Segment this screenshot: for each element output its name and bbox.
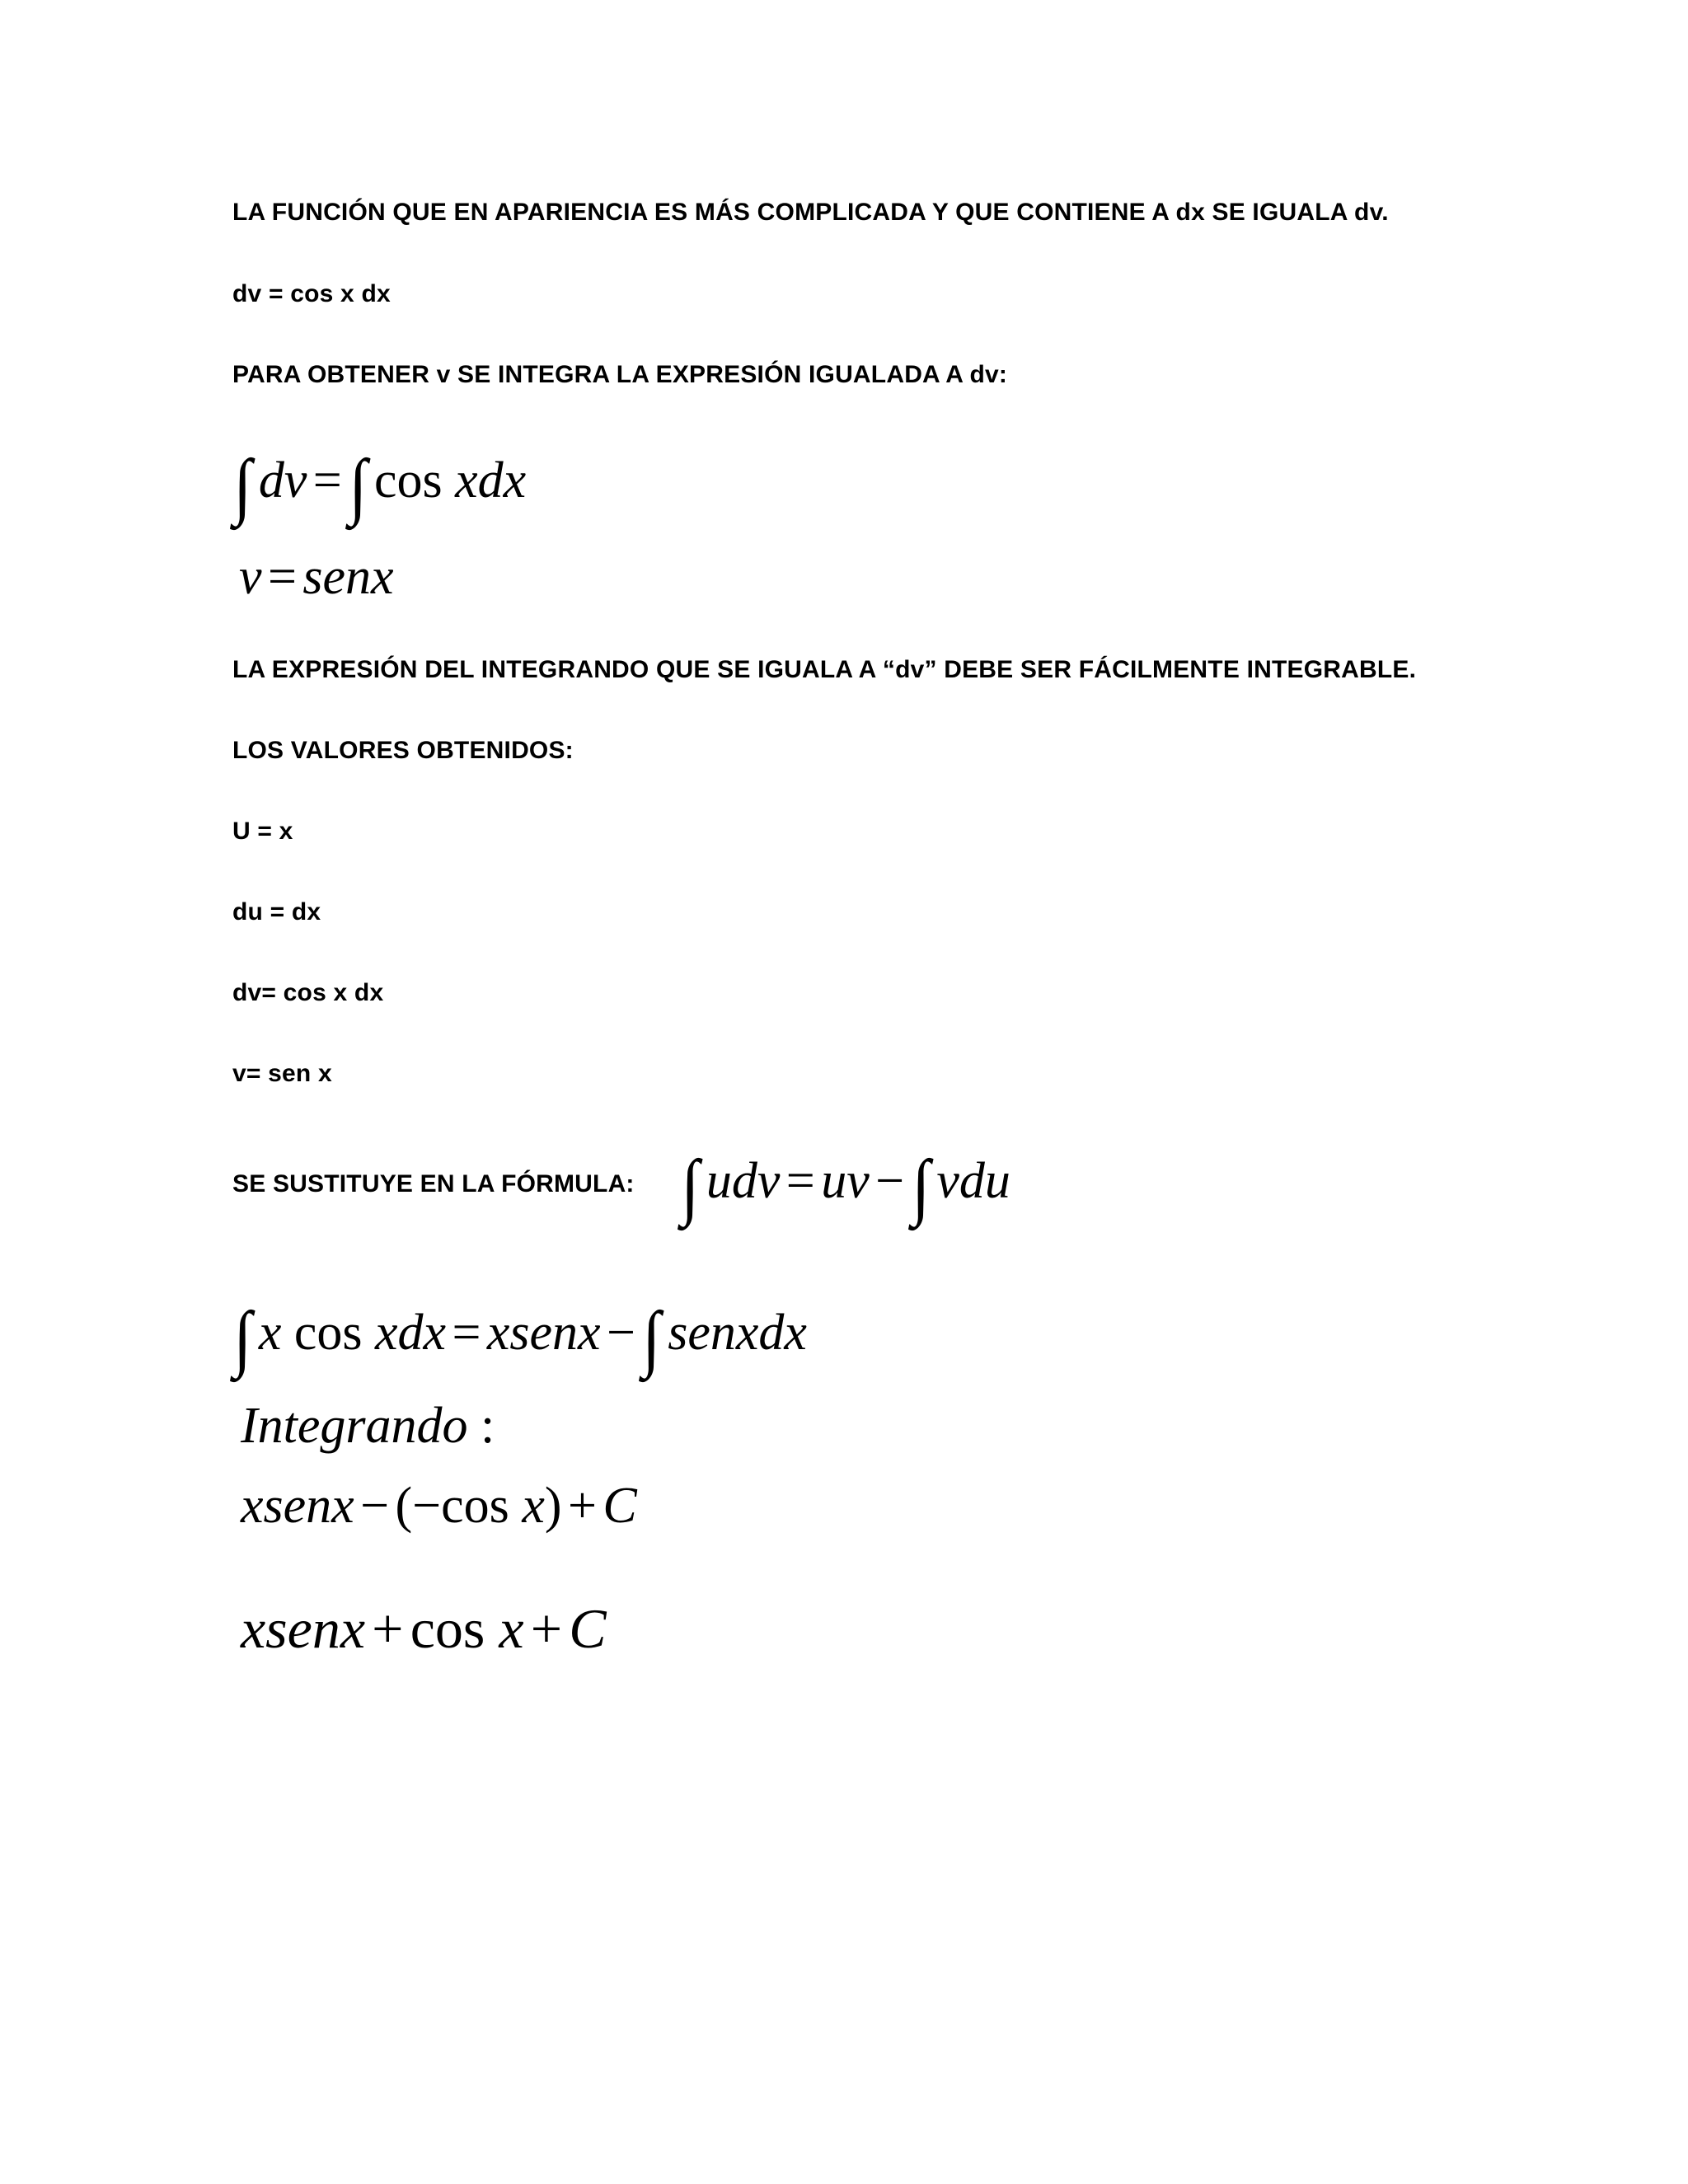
eq4-x: x xyxy=(522,1478,545,1534)
eq2-senx: senx xyxy=(302,549,394,605)
eq1-xdx: xdx xyxy=(455,452,527,509)
eq1-cos: cos xyxy=(374,452,443,509)
equation-parts-formula: ∫ udv = uv −∫ vdu xyxy=(681,1146,1010,1228)
integrando-word: Integrando xyxy=(241,1398,468,1454)
eq4-xsenx: xsenx xyxy=(241,1478,354,1534)
text-line-formula-label: SE SUSTITUYE EN LA FÓRMULA: xyxy=(232,1170,635,1197)
formula-vdu: vdu xyxy=(936,1153,1010,1209)
text-line-v: v= sen x xyxy=(232,1060,332,1087)
equation-v-senx: v = senx xyxy=(239,549,394,605)
formula-uv: uv xyxy=(821,1153,870,1209)
eq5-x: x xyxy=(499,1597,524,1660)
eq1-dv: dv xyxy=(258,452,307,509)
eq5-cos: cos xyxy=(410,1597,485,1660)
equation-substituted: ∫ x cos xdx = xsenx −∫ senxdx xyxy=(233,1297,807,1380)
text-line-dv-definition: dv = cos x dx xyxy=(232,280,391,307)
text-line-obtener-v: PARA OBTENER v SE INTEGRA LA EXPRESIÓN IGUALADA A dv: xyxy=(232,361,1008,388)
text-line-funcion: LA FUNCIÓN QUE EN APARIENCIA ES MÁS COMPLICADA Y QUE CONTIENE A dx SE IGUALA dv. xyxy=(232,199,1389,226)
text-line-expresion-integrando: LA EXPRESIÓN DEL INTEGRANDO QUE SE IGUALA A “dv” DEBE SER FÁCILMENTE INTEGRABLE. xyxy=(232,656,1417,683)
equation-integral-dv: ∫ dv =∫ cos xdx xyxy=(233,445,527,527)
formula-udv: udv xyxy=(706,1153,781,1209)
text-line-u: U = x xyxy=(232,818,293,845)
eq5-xsenx: xsenx xyxy=(241,1597,366,1660)
text-integrando: Integrando : xyxy=(241,1398,495,1454)
eq3-xdx: xdx xyxy=(375,1305,447,1361)
equation-result-step: xsenx − (−cos x) + C xyxy=(241,1478,637,1534)
eq3-senxdx: senxdx xyxy=(668,1305,807,1361)
text-line-dv: dv= cos x dx xyxy=(232,979,384,1006)
eq3-xsenx: xsenx xyxy=(486,1305,601,1361)
eq4-C: C xyxy=(603,1478,637,1534)
equation-final-result: xsenx + cos x + C xyxy=(241,1597,607,1660)
eq2-v: v xyxy=(239,549,262,605)
eq4-cos: cos xyxy=(441,1478,509,1534)
text-line-valores: LOS VALORES OBTENIDOS: xyxy=(232,737,574,764)
eq3-x: x xyxy=(258,1305,282,1361)
text-line-du: du = dx xyxy=(232,898,321,926)
eq3-cos: cos xyxy=(293,1305,363,1361)
eq5-C: C xyxy=(569,1597,607,1660)
